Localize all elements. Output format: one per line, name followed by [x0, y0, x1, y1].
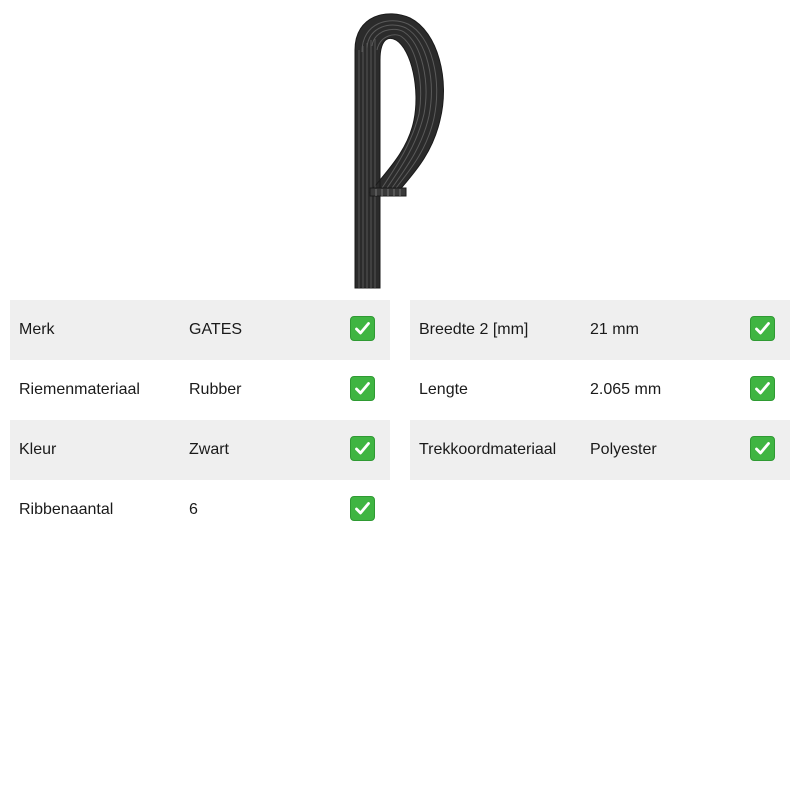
checkmark-icon: [350, 436, 375, 461]
spec-label: Lengte: [419, 381, 468, 398]
spec-value: Zwart: [189, 441, 229, 458]
spec-row-ribbenaantal: [10, 480, 390, 540]
spec-label: Merk: [19, 321, 55, 338]
spec-value: GATES: [189, 321, 243, 338]
checkmark-icon: [750, 376, 775, 401]
checkmark-icon: [350, 376, 375, 401]
spec-row-merk: [10, 300, 390, 360]
spec-value: 21 mm: [590, 321, 639, 338]
spec-table-right: [410, 300, 790, 480]
v-ribbed-belt-image: [340, 10, 460, 290]
spec-value: 6: [189, 501, 198, 518]
spec-label: Ribbenaantal: [19, 501, 114, 518]
checkmark-icon: [350, 496, 375, 521]
checkmark-icon: [350, 316, 375, 341]
checkmark-icon: [750, 436, 775, 461]
spec-value: 2.065 mm: [590, 381, 662, 398]
spec-row-trekkoordmateriaal: [410, 420, 790, 480]
spec-row-lengte: [410, 360, 790, 420]
spec-label: Riemenmateriaal: [19, 381, 140, 398]
spec-table-left: [10, 300, 390, 540]
spec-row-breedte: [410, 300, 790, 360]
checkmark-icon: [750, 316, 775, 341]
spec-label: Kleur: [19, 441, 57, 458]
spec-label: Trekkoordmateriaal: [419, 441, 557, 458]
spec-row-kleur: [10, 420, 390, 480]
spec-row-riemenmateriaal: [10, 360, 390, 420]
spec-value: Polyester: [590, 441, 657, 458]
spec-label: Breedte 2 [mm]: [419, 321, 529, 338]
spec-value: Rubber: [189, 381, 242, 398]
